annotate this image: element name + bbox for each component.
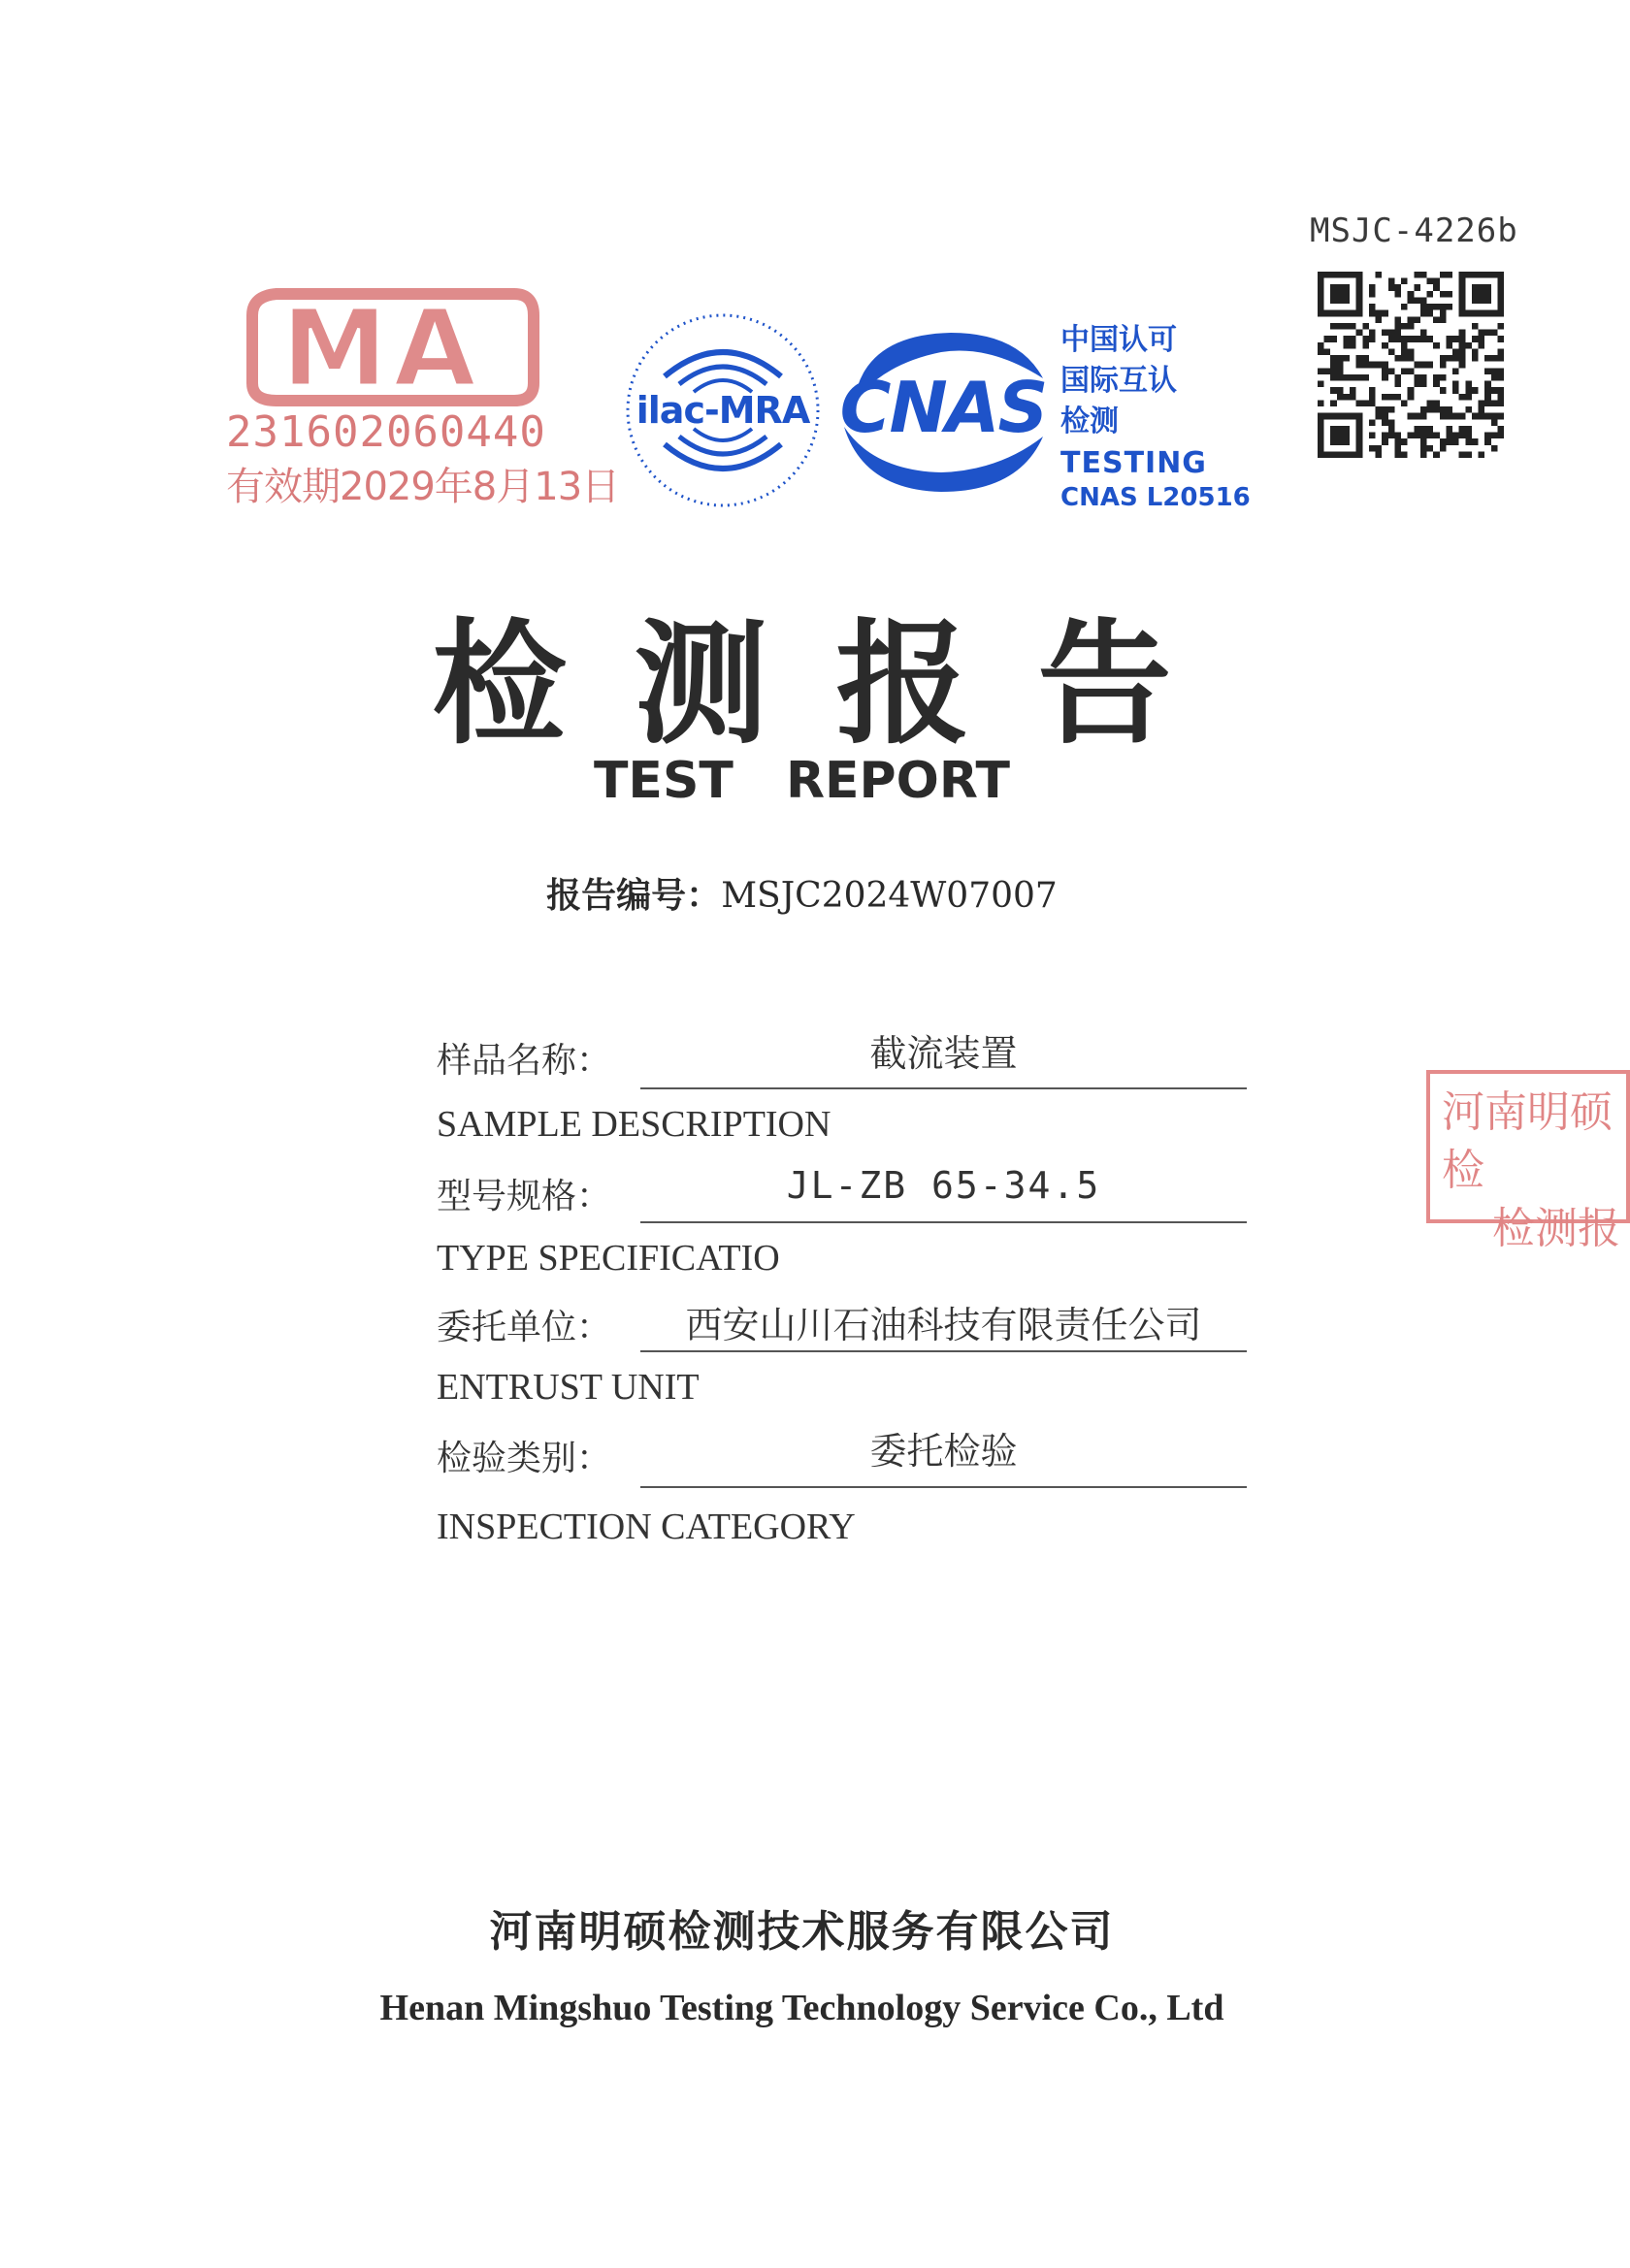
report-number-value: MSJC2024W07007 <box>721 876 1058 916</box>
type-spec-value: JL-ZB 65-34.5 <box>786 1164 1101 1207</box>
report-number-label: 报告编号： <box>546 876 722 916</box>
entrust-unit-en-label: ENTRUST UNIT <box>437 1367 700 1408</box>
cnas-logo <box>825 325 1062 500</box>
cnas-cn-line: 国际互认 <box>1060 364 1177 398</box>
company-name-cn: 河南明硕检测技术服务有限公司 <box>489 1907 1115 1957</box>
cnas-text: CNAS <box>839 367 1047 448</box>
field-underline <box>640 1087 1247 1089</box>
report-number <box>0 868 1604 918</box>
cnas-chinese-text <box>1060 320 1177 442</box>
cnas-cn-line: 检测 <box>1060 405 1119 438</box>
report-title-cn: 检测报告 <box>432 604 1240 762</box>
sample-name-label: 样品名称： <box>437 1041 612 1081</box>
document-code: MSJC-4226b <box>1310 211 1518 250</box>
ilac-text: ilac-MRA <box>636 389 810 432</box>
field-underline <box>640 1221 1247 1223</box>
seal-line: 河南明硕检 <box>1442 1087 1613 1195</box>
type-spec-label: 型号规格： <box>437 1177 612 1216</box>
cnas-cn-line: 中国认可 <box>1060 323 1177 357</box>
inspection-category-label: 检验类别： <box>437 1439 612 1478</box>
company-seal-stamp <box>1426 1070 1630 1253</box>
report-title-en: TEST REPORT <box>593 752 1011 810</box>
cma-registration-number: 231602060440 <box>226 407 546 457</box>
seal-line: 检测报 <box>1492 1204 1620 1253</box>
cma-logo-text: MA <box>281 286 482 410</box>
company-name-en: Henan Mingshuo Testing Technology Service Co., Ltd <box>379 1988 1224 2028</box>
field-underline <box>640 1486 1247 1488</box>
inspection-category-en-label: INSPECTION CATEGORY <box>437 1507 856 1547</box>
cma-valid-until: 有效期2029年8月13日 <box>226 465 620 509</box>
type-specification-label: TYPE SPECIFICATIO <box>437 1238 780 1279</box>
sample-name-value: 截流装置 <box>869 1032 1018 1075</box>
qr-code-icon <box>1318 272 1504 458</box>
cnas-accreditation-number: CNAS L20516 <box>1060 483 1251 512</box>
cnas-testing-label: TESTING <box>1060 446 1207 480</box>
ilac-mra-logo <box>621 308 825 512</box>
sample-description-label: SAMPLE DESCRIPTION <box>437 1104 831 1145</box>
entrust-unit-value: 西安山川石油科技有限责任公司 <box>685 1304 1202 1346</box>
entrust-unit-label: 委托单位： <box>437 1308 612 1347</box>
field-underline <box>640 1350 1247 1352</box>
inspection-category-value: 委托检验 <box>869 1430 1018 1473</box>
